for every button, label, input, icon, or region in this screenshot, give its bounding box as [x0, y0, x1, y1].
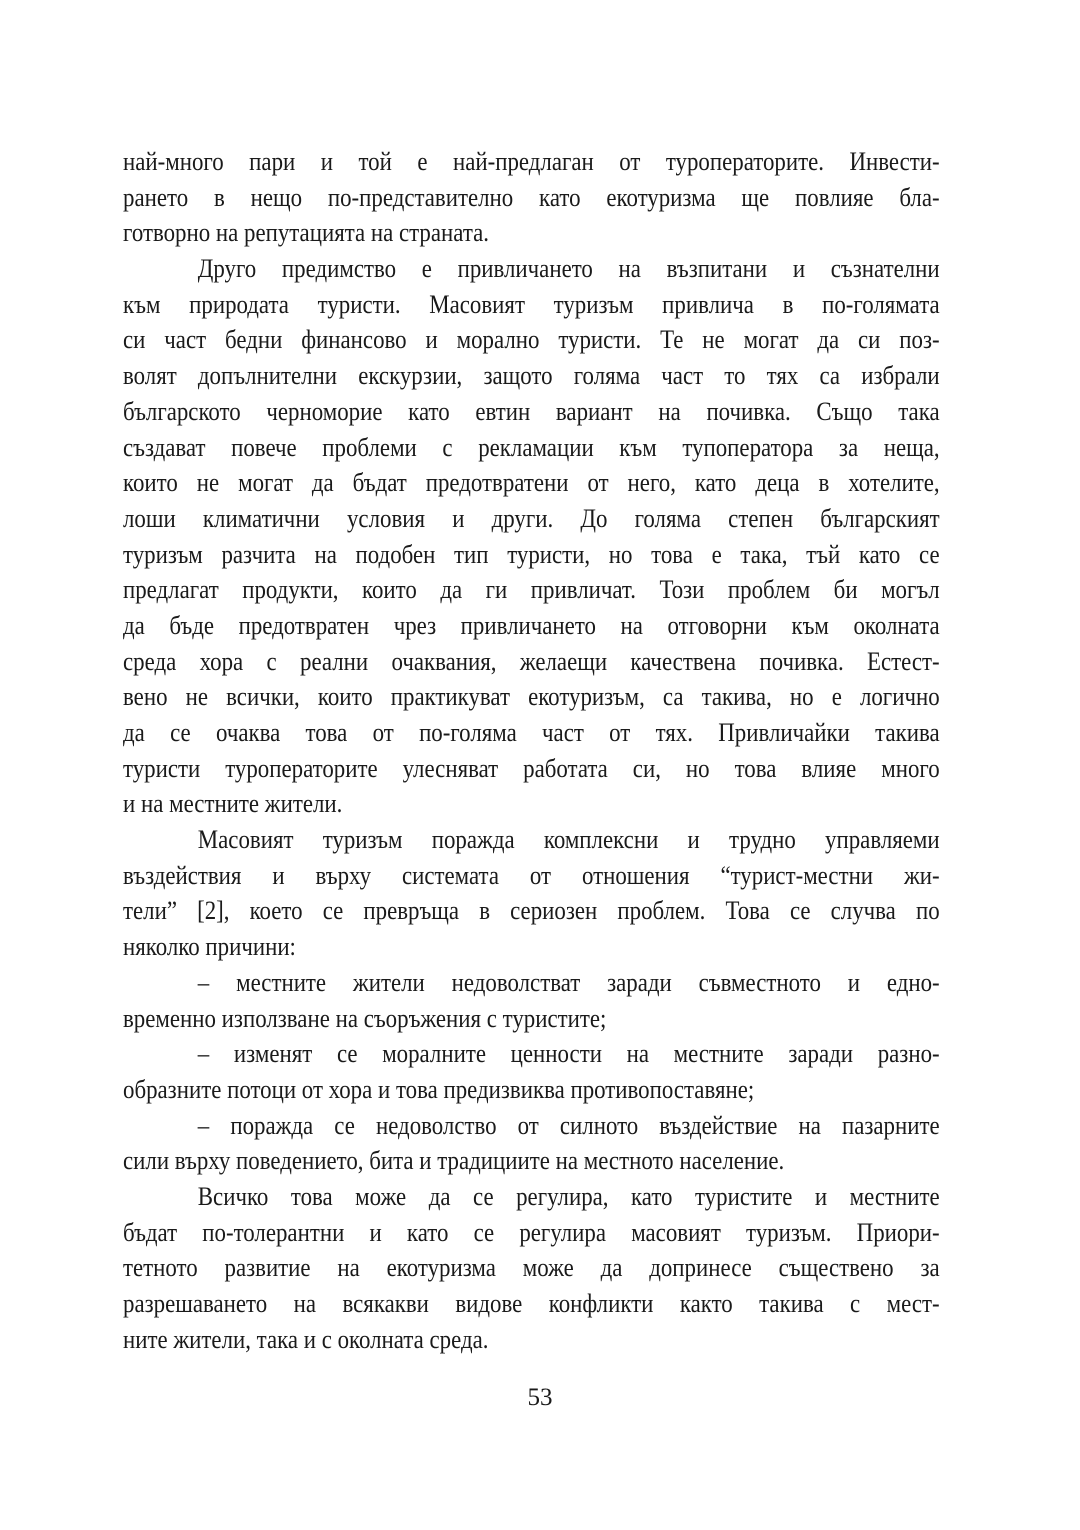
- text-line: [123, 786, 940, 822]
- text-line: [123, 1001, 940, 1037]
- text-line-content: – поражда се недоволство от силното въздействие на пазарните: [197, 1110, 940, 1140]
- text-line: [123, 1108, 940, 1144]
- text-line: [123, 1322, 940, 1358]
- text-line: [123, 1179, 940, 1215]
- text-line-content: към природата туристи. Масовият туризъм привлича в по-голямата: [123, 289, 940, 319]
- text-line-content: Друго предимство е привличането на възпитани и съзнателни: [197, 254, 940, 284]
- text-line-content: среда хора с реални очаквания, желаещи качествена почивка. Естест-: [123, 646, 940, 676]
- text-line: [123, 465, 940, 501]
- page-number: 53: [527, 1384, 553, 1411]
- text-line: [123, 715, 940, 751]
- text-line-content: и на местните жители.: [123, 789, 343, 819]
- text-line: [123, 1215, 940, 1251]
- text-line-content: туризъм разчита на подобен тип туристи, но това е така, тъй като се: [123, 539, 940, 569]
- text-line-content: тетното развитие на екотуризма може да допринесе съществено за: [123, 1253, 940, 1283]
- text-line: [123, 537, 940, 573]
- text-line-content: предлагат продукти, които да ги привличат. Този проблем би могъл: [123, 575, 940, 605]
- text-line: [123, 751, 940, 787]
- text-line: [123, 1143, 940, 1179]
- text-line-content: Всичко това може да се регулира, като туристите и местните: [197, 1181, 940, 1211]
- text-line-content: създават повече проблеми с рекламации към тупоператора за неща,: [123, 432, 940, 462]
- text-line: [123, 1250, 940, 1286]
- text-line: [123, 215, 940, 251]
- text-line-content: – местните жители недоволстват заради съвместното и едно-: [197, 967, 940, 997]
- page-body-text: [123, 144, 940, 1357]
- text-line: [123, 679, 940, 715]
- text-line: [123, 251, 940, 287]
- text-line: [123, 965, 940, 1001]
- text-line-content: волят допълнителни екскурзии, защото голяма част то тях са избрали: [123, 361, 940, 391]
- text-line: [123, 394, 940, 430]
- text-line-content: си част бедни финансово и морално туристи. Те не могат да си поз-: [123, 325, 940, 355]
- text-line-content: най-много пари и той е най-предлаган от туроператорите. Инвести-: [123, 147, 940, 176]
- text-line: [123, 1072, 940, 1108]
- text-line: [123, 608, 940, 644]
- text-line-content: които не могат да бъдат предотвратени от него, като деца в хотелите,: [123, 468, 940, 498]
- text-line-content: няколко причини:: [123, 932, 296, 962]
- text-line-content: туристи туроператорите улесняват работата си, но това влияе много: [123, 753, 940, 783]
- text-line-content: образните потоци от хора и това предизвиква противопоставяне;: [123, 1074, 755, 1104]
- text-line: [123, 358, 940, 394]
- text-line: [123, 322, 940, 358]
- text-line-content: да се очаква това от по-голяма част от тях. Привличайки такива: [123, 718, 940, 747]
- text-line-content: вено не всички, които практикуват екотуризъм, са такива, но е логично: [123, 682, 940, 712]
- text-line-content: тели” [2], което се превръща в сериозен проблем. Това се случва по: [123, 896, 940, 926]
- text-line: [123, 572, 940, 608]
- text-line-content: българското черноморие като евтин вариант на почивка. Също така: [123, 396, 940, 426]
- text-line-content: – изменят се моралните ценности на местните заради разно-: [197, 1039, 940, 1069]
- text-line: [123, 929, 940, 965]
- text-line: [123, 501, 940, 537]
- text-line-content: бъдат по-толерантни и като се регулира масовият туризъм. Приори-: [123, 1217, 940, 1247]
- text-line-content: Масовият туризъм поражда комплексни и трудно управляеми: [197, 825, 940, 855]
- text-line: [123, 822, 940, 858]
- text-line: [123, 430, 940, 466]
- text-line-content: рането в нещо по-представително като екотуризма ще повлияе бла-: [123, 182, 940, 212]
- text-line-content: да бъде предотвратен чрез привличането на отговорни към околната: [123, 610, 940, 640]
- text-line-content: временно използване на съоръжения с туристите;: [123, 1003, 607, 1033]
- text-line: [123, 858, 940, 894]
- text-line: [123, 180, 940, 216]
- text-line-content: лоши климатични условия и други. До голяма степен българският: [123, 503, 940, 533]
- text-line: [123, 287, 940, 323]
- text-line-content: въздействия и върху системата от отношения “турист-местни жи-: [123, 860, 940, 890]
- text-line: [123, 144, 940, 180]
- text-line-content: ните жители, така и с околната среда.: [123, 1324, 489, 1354]
- text-line: [123, 1286, 940, 1322]
- text-line-content: разрешаването на всякакви видове конфликти както такива с мест-: [123, 1289, 940, 1318]
- text-line: [123, 893, 940, 929]
- text-line: [123, 1036, 940, 1072]
- text-line-content: сили върху поведението, бита и традициите на местното население.: [123, 1146, 785, 1176]
- text-line-content: готворно на репутацията на страната.: [123, 218, 489, 248]
- text-line: [123, 644, 940, 680]
